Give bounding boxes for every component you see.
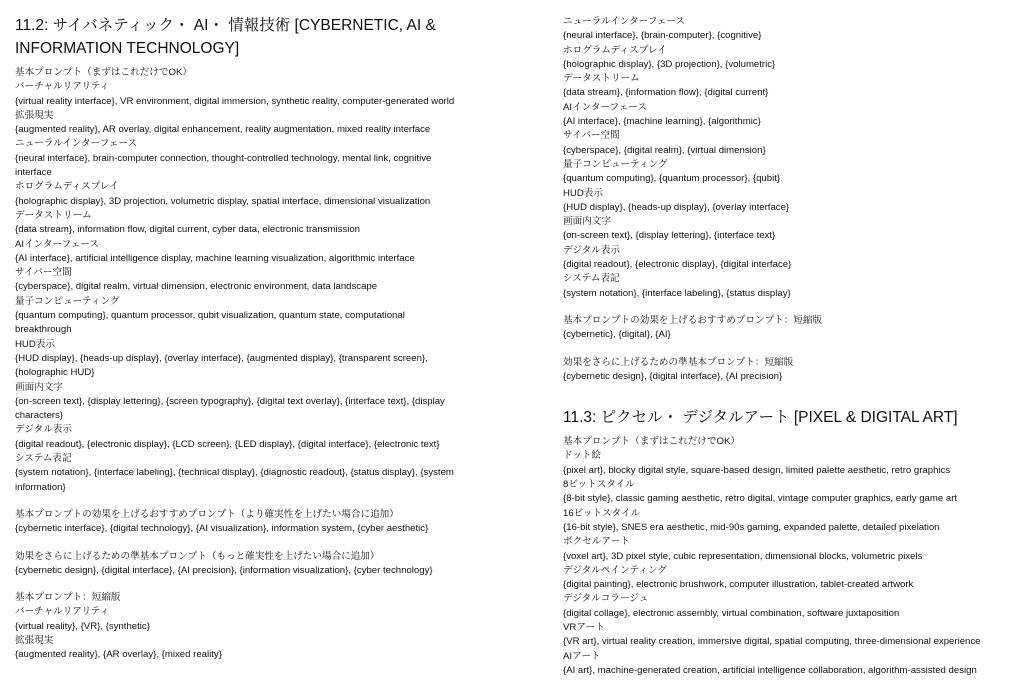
- prompt-item-label: データストリーム: [563, 73, 640, 85]
- prompt-item-text: {system notation}, {interface labeling}, {technical display}, {diagnostic readout}, {status display}, {system information}: [15, 467, 454, 493]
- prompt-item-text: {data stream}, {information flow}, {digital current}: [563, 87, 769, 99]
- prompt-item-text: {augmented reality}, {AR overlay}, {mixed reality}: [15, 649, 222, 661]
- prompt-item-label: デジタル表示: [15, 424, 72, 436]
- prompt-item-label: サイバー空間: [563, 130, 620, 142]
- prompt-item-label: HUD表示: [563, 187, 603, 199]
- right-groups: [563, 15, 1013, 384]
- prompt-item-text: {data stream}, information flow, digital current, cyber data, electronic transmission: [15, 224, 361, 236]
- prompt-item-label: ホログラムディスプレイ: [15, 181, 119, 193]
- prompt-item-text: {AI interface}, {machine learning}, {algorithmic}: [563, 116, 761, 128]
- prompt-item-label: デジタル表示: [563, 244, 620, 256]
- group-spacer: [15, 537, 461, 550]
- prompt-item-text: {cybernetic design}, {digital interface}, {AI precision}, {information visualization}, {cyber technology}: [15, 564, 433, 576]
- prompt-item-label: ホログラムディスプレイ: [563, 44, 667, 56]
- prompt-group-heading: 効果をさらに上げるための準基本プロンプト：短縮版: [563, 356, 794, 368]
- prompt-item-text: {VR art}, virtual reality creation, immersive digital, spatial computing, three-dimensional experience: [563, 636, 981, 648]
- prompt-item-label: サイバー空間: [15, 267, 72, 279]
- prompt-item-label: AIインターフェース: [15, 238, 99, 250]
- prompt-item-text: {quantum computing}, {quantum processor}, {qubit}: [563, 173, 781, 185]
- prompt-item-label: ボクセルアート: [563, 536, 630, 548]
- prompt-item-label: VRアート: [563, 621, 605, 633]
- right-column: [563, 15, 1013, 678]
- prompt-item-label: 画面内文字: [563, 216, 611, 228]
- prompt-item-text: {augmented reality}, AR overlay, digital enhancement, reality augmentation, mixed reality interface: [15, 124, 431, 136]
- prompt-item-text: {on-screen text}, {display lettering}, {interface text}: [563, 230, 776, 242]
- prompt-item-label: ニューラルインターフェース: [15, 138, 138, 150]
- prompt-item-text: {HUD display}, {heads-up display}, {overlay interface}: [563, 201, 790, 213]
- prompt-item-text: {voxel art}, 3D pixel style, cubic representation, dimensional blocks, volumetric pixels: [563, 550, 923, 562]
- prompt-item-label: システム表記: [15, 453, 72, 465]
- prompt-item-text: {AI interface}, artificial intelligence display, machine learning visualization, algorithmic interface: [15, 252, 415, 264]
- prompt-item-label: システム表記: [563, 273, 620, 285]
- prompt-item-label: 8ビットスタイル: [563, 479, 635, 491]
- prompt-item-label: バーチャルリアリティ: [15, 606, 110, 618]
- prompt-item-text: {system notation}, {interface labeling}, {status display}: [563, 287, 791, 299]
- section-gap: [563, 384, 1013, 406]
- prompt-item-label: デジタルペインティング: [563, 564, 667, 576]
- group-spacer: [563, 343, 1013, 356]
- prompt-item-label: 量子コンピューティング: [15, 295, 120, 307]
- prompt-item-text: {digital readout}, {electronic display}, {LCD screen}, {LED display}, {digital interface}, {electronic text}: [15, 438, 440, 450]
- prompt-item-text: {cybernetic design}, {digital interface}, {AI precision}: [563, 370, 783, 382]
- prompt-item-text: {digital collage}, electronic assembly, virtual combination, software juxtaposition: [563, 607, 900, 619]
- prompt-item-text: {digital painting}, electronic brushwork, computer illustration, tablet-created artwork: [563, 579, 914, 591]
- prompt-item-text: {cybernetic interface}, {digital technology}, {AI visualization}, information system, {cyber aesthetic}: [15, 523, 429, 535]
- prompt-item-text: {16-bit style}, SNES era aesthetic, mid-90s gaming, expanded palette, detailed pixelation: [563, 521, 940, 533]
- prompt-item-label: デジタルコラージュ: [563, 593, 649, 605]
- prompt-group-heading: 基本プロンプト（まずはこれだけでOK）: [563, 436, 740, 448]
- prompt-item-label: AIアート: [563, 650, 601, 662]
- prompt-item-text: {quantum computing}, quantum processor, qubit visualization, quantum state, computational breakthrough: [15, 310, 405, 336]
- section-title-11-3: 11.3: ピクセル・ デジタルアート [PIXEL & DIGITAL ART]: [563, 409, 958, 427]
- prompt-item-label: 量子コンピューティング: [563, 158, 668, 170]
- prompt-item-label: AIインターフェース: [563, 101, 647, 113]
- left-groups: [15, 66, 461, 663]
- prompt-item-label: データストリーム: [15, 209, 92, 221]
- prompt-item-label: 拡張現実: [15, 634, 54, 646]
- group-spacer: [15, 495, 461, 508]
- prompt-item-label: 拡張現実: [15, 109, 54, 121]
- prompt-item-text: {HUD display}, {heads-up display}, {overlay interface}, {augmented display}, {transparent screen}, {holographic HUD}: [15, 352, 428, 379]
- prompt-item-text: {neural interface}, {brain-computer}, {cognitive}: [563, 30, 762, 42]
- prompt-item-text: {holographic display}, 3D projection, volumetric display, spatial interface, dimensional visualization: [15, 195, 431, 207]
- prompt-item-text: {digital readout}, {electronic display}, {digital interface}: [563, 259, 792, 271]
- prompt-group-heading: 基本プロンプトの効果を上げるおすすめプロンプト（より確実性を上げたい場合に追加）: [15, 508, 399, 520]
- left-column: [15, 14, 461, 663]
- prompt-item-label: バーチャルリアリティ: [15, 81, 110, 93]
- prompt-item-label: HUD表示: [15, 338, 55, 350]
- prompt-item-text: {pixel art}, blocky digital style, square-based design, limited palette aesthetic, retro graphics: [563, 464, 951, 476]
- prompt-item-label: ドット絵: [563, 450, 601, 462]
- group-spacer: [563, 301, 1013, 314]
- prompt-item-text: {cyberspace}, digital realm, virtual dimension, electronic environment, data landscape: [15, 281, 378, 293]
- prompt-item-text: {AI art}, machine-generated creation, artificial intelligence collaboration, algorithm-assisted design: [563, 664, 977, 676]
- prompt-group-heading: 基本プロンプト（まずはこれだけでOK）: [15, 67, 192, 78]
- prompt-item-text: {cybernetic}, {digital}, {AI}: [563, 329, 671, 341]
- prompt-item-label: 画面内文字: [15, 381, 63, 393]
- prompt-item-text: {on-screen text}, {display lettering}, {screen typography}, {digital text overlay}, {interface text}, {display characters}: [15, 395, 445, 422]
- prompt-item-text: {holographic display}, {3D projection}, {volumetric}: [563, 58, 776, 70]
- prompt-item-label: 16ビットスタイル: [563, 507, 641, 519]
- prompt-item-text: {virtual reality interface}, VR environment, digital immersion, synthetic reality, computer-generated world: [15, 95, 455, 107]
- prompt-item-text: {neural interface}, brain-computer connection, thought-controlled technology, mental link, cognitive interface: [15, 152, 432, 179]
- group-spacer: [15, 578, 461, 591]
- prompt-group-heading: 基本プロンプトの効果を上げるおすすめプロンプト：短縮版: [563, 314, 823, 326]
- prompt-item-text: {cyberspace}, {digital realm}, {virtual dimension}: [563, 144, 766, 156]
- pixel-art-groups: [563, 435, 1013, 678]
- prompt-item-text: {virtual reality}, {VR}, {synthetic}: [15, 620, 150, 632]
- prompt-group-heading: 基本プロンプト：短縮版: [15, 592, 121, 604]
- prompt-group-heading: 効果をさらに上げるための準基本プロンプト（もっと確実性を上げたい場合に追加）: [15, 550, 380, 562]
- prompt-item-text: {8-bit style}, classic gaming aesthetic, retro digital, vintage computer graphics, early game art: [563, 493, 958, 505]
- section-title-11-2: 11.2: サイバネティック・ AI・ 情報技術 [CYBERNETIC, AI & INFORMATION TECHNOLOGY]: [15, 17, 436, 57]
- prompt-item-label: ニューラルインターフェース: [563, 16, 686, 27]
